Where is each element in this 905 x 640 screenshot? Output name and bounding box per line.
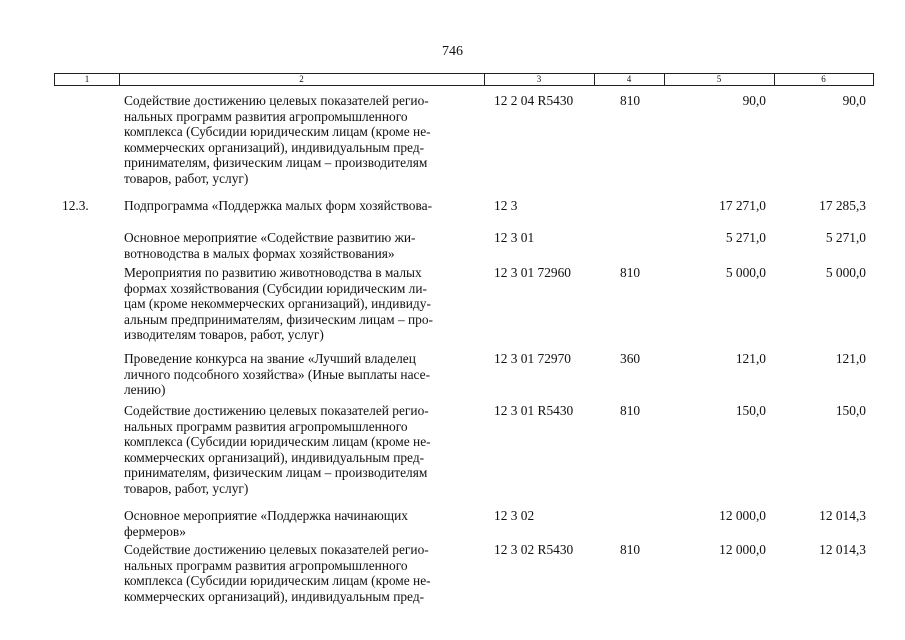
- row-name-line: Подпрограмма «Поддержка малых форм хозяйствова-: [124, 198, 433, 213]
- header-col-3: 3: [484, 74, 595, 85]
- row-name-line: фермеров»: [124, 523, 186, 539]
- row-value-1: 90,0: [742, 93, 766, 108]
- row-name-line: принимателям, физическим лицам – производителям: [124, 465, 428, 481]
- row-name: [124, 265, 484, 343]
- row-name-line: Мероприятия по развитию животноводства в малых: [124, 265, 422, 280]
- row-code: 12 3 02 R5430: [494, 542, 574, 557]
- row-name-line: комплекса (Субсидии юридическим лицам (кроме не-: [124, 434, 431, 450]
- row-value-2: 12 014,3: [819, 508, 866, 523]
- row-name-line: вотноводства в малых формах хозяйствования»: [124, 245, 395, 261]
- row-type: 810: [620, 93, 641, 108]
- row-name: [124, 403, 484, 497]
- header-col-4: 4: [594, 74, 665, 85]
- row-value-2: 17 285,3: [819, 198, 866, 213]
- page-number: 746: [442, 44, 463, 59]
- row-name-line: коммерческих организаций), индивидуальным пред-: [124, 449, 425, 465]
- row-value-1: 150,0: [735, 403, 766, 418]
- row-name: [124, 542, 484, 604]
- row-value-2: 12 014,3: [819, 542, 866, 557]
- table-header: [54, 73, 874, 86]
- row-code: 12 3 01 72970: [494, 351, 571, 366]
- row-name-line: товаров, работ, услуг): [124, 170, 249, 186]
- row-name: [124, 508, 484, 539]
- row-name-line: Содействие достижению целевых показателей регио-: [124, 542, 429, 557]
- row-value-2: 5 271,0: [825, 230, 866, 245]
- row-value-1: 121,0: [735, 351, 766, 366]
- row-value-2: 5 000,0: [825, 265, 866, 280]
- row-name-line: комплекса (Субсидии юридическим лицам (кроме не-: [124, 124, 431, 140]
- row-name-line: цам (кроме некоммерческих организаций), индивиду-: [124, 296, 431, 312]
- row-value-1: 5 271,0: [725, 230, 766, 245]
- row-name-line: изводителям товаров, работ, услуг): [124, 327, 324, 343]
- row-number: 12.3.: [62, 198, 89, 213]
- row-name-line: нальных программ развития агропромышленного: [124, 418, 408, 434]
- row-type: 810: [620, 265, 641, 280]
- row-code: 12 3 01 R5430: [494, 403, 574, 418]
- row-name-line: коммерческих организаций), индивидуальным пред-: [124, 139, 425, 155]
- row-type: 810: [620, 403, 641, 418]
- row-name-line: формах хозяйствования (Субсидии юридическим ли-: [124, 280, 427, 296]
- header-col-1: 1: [55, 74, 120, 85]
- row-name-line: лению): [124, 382, 166, 398]
- row-name-line: Основное мероприятие «Поддержка начинающих: [124, 508, 408, 523]
- row-code: 12 3 02: [494, 508, 535, 523]
- row-type: 360: [620, 351, 641, 366]
- row-name-line: личного подсобного хозяйства» (Иные выплаты насе-: [124, 366, 431, 382]
- row-name-line: товаров, работ, услуг): [124, 480, 249, 496]
- header-col-6: 6: [821, 74, 826, 84]
- row-code: 12 3 01: [494, 230, 535, 245]
- row-value-1: 12 000,0: [719, 508, 766, 523]
- row-name: [124, 93, 484, 187]
- header-col-5: 5: [664, 74, 775, 85]
- row-name-line: комплекса (Субсидии юридическим лицам (кроме не-: [124, 573, 431, 589]
- row-name: [124, 230, 484, 261]
- row-name: [124, 198, 484, 214]
- row-value-2: 150,0: [835, 403, 866, 418]
- row-value-2: 90,0: [842, 93, 866, 108]
- row-value-1: 12 000,0: [719, 542, 766, 557]
- row-name-line: принимателям, физическим лицам – производителям: [124, 155, 428, 171]
- row-name-line: коммерческих организаций), индивидуальным пред-: [124, 588, 425, 604]
- row-value-2: 121,0: [835, 351, 866, 366]
- row-name-line: Содействие достижению целевых показателей регио-: [124, 93, 429, 108]
- row-name: [124, 351, 484, 398]
- row-name-line: нальных программ развития агропромышленного: [124, 557, 408, 573]
- header-col-2: 2: [119, 74, 485, 85]
- row-value-1: 17 271,0: [719, 198, 766, 213]
- row-type: 810: [620, 542, 641, 557]
- row-value-1: 5 000,0: [725, 265, 766, 280]
- row-name-line: Основное мероприятие «Содействие развитию жи-: [124, 230, 416, 245]
- row-name-line: Содействие достижению целевых показателей регио-: [124, 403, 429, 418]
- row-code: 12 3 01 72960: [494, 265, 571, 280]
- row-name-line: нальных программ развития агропромышленного: [124, 108, 408, 124]
- row-code: 12 3: [494, 198, 518, 213]
- row-name-line: альным предпринимателям, физическим лицам – про-: [124, 311, 434, 327]
- row-code: 12 2 04 R5430: [494, 93, 574, 108]
- row-name-line: Проведение конкурса на звание «Лучший владелец: [124, 351, 416, 366]
